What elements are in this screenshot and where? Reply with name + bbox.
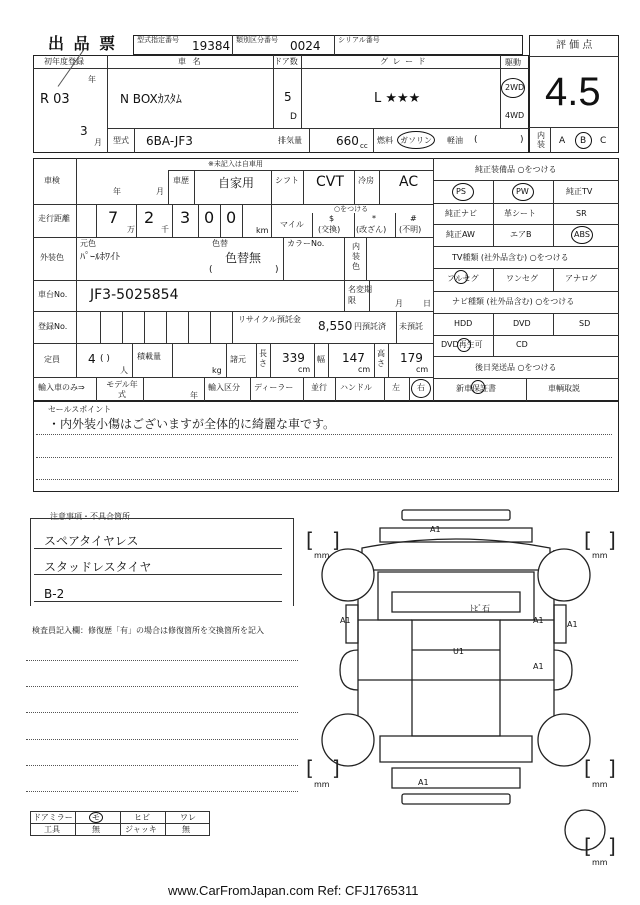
odometer-note: ○をつける xyxy=(334,205,369,213)
mm-rr: mm xyxy=(592,780,608,789)
mileage-unit-sen: 千 xyxy=(161,225,169,234)
damage-code-right-front: A1 xyxy=(533,616,544,625)
color-orig-label: 元色 xyxy=(80,239,96,248)
ac-value: AC xyxy=(399,174,419,190)
equip-abs-circle xyxy=(571,226,593,244)
inspection-year: 年 xyxy=(113,187,121,196)
serial-label: シリアル番号 xyxy=(338,36,380,44)
inspection-note: ※未記入は自車用 xyxy=(208,160,263,168)
import-parallel: 並行 xyxy=(311,383,327,392)
score-label: 評 価 点 xyxy=(556,40,593,51)
recycle-unit: 円預託済 xyxy=(354,322,386,331)
ac-label: 冷房 xyxy=(358,176,374,185)
model-value: 6BA-JF3 xyxy=(146,134,193,148)
inspection-label: 車検 xyxy=(44,176,60,185)
color-shade-label: 色替 xyxy=(212,239,228,248)
footer-watermark: www.CarFromJapan.com Ref: CFJ1765311 xyxy=(168,883,419,898)
load-label: 積載量 xyxy=(137,352,161,361)
drive-label: 駆動 xyxy=(505,58,521,67)
model-year-unit: 年 xyxy=(190,391,198,400)
mirror-value-circle xyxy=(89,812,103,823)
damage-code-right-rear: A1 xyxy=(533,662,544,671)
bracket-fr-close: ] xyxy=(608,528,616,552)
interior-color-label: 内装色 xyxy=(352,242,360,271)
mileage-digit-2: 2 xyxy=(144,208,155,227)
mileage-digit-3: 3 xyxy=(180,208,191,227)
mileage-label: 走行距離 xyxy=(38,214,70,223)
car-condition-diagram xyxy=(300,500,620,885)
equip-navi: 純正ナビ xyxy=(445,209,477,218)
history-value: 自家用 xyxy=(218,176,255,190)
damage-code-roof: U1 xyxy=(453,647,464,656)
damage-code-rear: A1 xyxy=(418,778,429,787)
crack-label: ヒビ xyxy=(134,813,150,822)
tv-analog: アナログ xyxy=(565,274,597,283)
interior-label: 内装 xyxy=(537,131,545,149)
height-label: 高さ xyxy=(377,349,385,368)
sheet-title: 出 品 票 xyxy=(48,34,118,53)
mm-fl: mm xyxy=(314,551,330,560)
damage-code-left: A1 xyxy=(340,616,351,625)
equip-sr: SR xyxy=(576,209,587,218)
first-reg-month: 3 xyxy=(80,124,88,138)
mm-spare: mm xyxy=(592,858,608,867)
recycle-status: 未預託 xyxy=(399,322,423,331)
mileage-unit-man: 万 xyxy=(127,225,135,234)
shift-value: CVT xyxy=(316,174,344,190)
navi-cd: CD xyxy=(516,340,528,349)
category-value: 0024 xyxy=(290,39,321,53)
drive-4wd: 4WD xyxy=(505,111,525,120)
height-value: 179 xyxy=(400,351,423,365)
mileage-digit-1: 7 xyxy=(108,208,119,227)
bracket-rr-close: ] xyxy=(608,756,616,780)
notes-line-1: スペアタイヤレス xyxy=(44,534,139,548)
navi-dvd: DVD xyxy=(513,319,531,328)
bracket-spare-open: [ xyxy=(584,834,592,858)
first-reg-month-unit: 月 xyxy=(94,138,102,147)
handle-right: 右 xyxy=(417,383,425,392)
equip-abs: ABS xyxy=(574,230,590,239)
inspection-month: 月 xyxy=(156,187,164,196)
equip-ps: PS xyxy=(456,187,466,196)
fuel-gasoline-circle xyxy=(397,131,435,149)
model-designation-value: 19384 xyxy=(192,39,231,53)
tv-fullseg-circle xyxy=(454,270,468,284)
grade-label: グ レ ー ド xyxy=(380,57,427,66)
mirror-value: モ xyxy=(92,813,100,822)
later-title: 後日発送品 ○をつける xyxy=(475,363,557,372)
inspector-label: 検査員記入欄：修復歴「有」の場合は修復箇所を交換箇所を記入 xyxy=(32,626,264,635)
fuel-other-open: ( xyxy=(474,135,478,145)
bracket-spare-close: ] xyxy=(608,834,616,858)
notes-label: 注意事項・不具合箇所 xyxy=(50,512,130,521)
width-unit: cm xyxy=(358,365,371,374)
fuel-label: 燃料 xyxy=(377,136,393,145)
recycle-value: 8,550 xyxy=(318,319,353,333)
tv-fullseg: フルセグ xyxy=(447,274,479,283)
interior-b: B xyxy=(580,136,587,146)
color-orig-value: ﾊﾟｰﾙﾎﾜｲﾄ xyxy=(80,252,120,263)
history-label: 車歴 xyxy=(173,176,189,185)
navi-dvd-play-circle xyxy=(457,338,471,352)
load-unit: kg xyxy=(212,366,222,375)
notes-line-2: スタッドレスタイヤ xyxy=(44,560,152,574)
equip-aw: 純正AW xyxy=(446,230,475,239)
model-label: 型式 xyxy=(113,136,129,145)
color-no-label: カラーNo. xyxy=(287,239,325,248)
equip-leather: 革シート xyxy=(504,209,536,218)
navi-dvd-play: DVD再生可 xyxy=(441,340,483,349)
sales-point-label: セールスポイント xyxy=(48,405,112,414)
capacity-label: 定員 xyxy=(44,355,60,364)
jack-label: ジャッキ xyxy=(125,825,157,834)
spec-label: 諸元 xyxy=(230,355,246,364)
import-class-label: 輸入区分 xyxy=(208,383,240,392)
fuel-gasoline: ガソリン xyxy=(400,136,432,145)
doors-suffix: D xyxy=(290,112,297,122)
odometer-unknown: (不明) xyxy=(399,225,422,234)
bracket-rl-close: ] xyxy=(332,756,340,780)
chassis-value: JF3-5025854 xyxy=(90,287,179,303)
recycle-label: リサイクル預託金 xyxy=(238,315,301,324)
bracket-fr-open: [ xyxy=(584,528,592,552)
odometer-tamper: (改ざん) xyxy=(356,225,387,234)
import-dealer: ディーラー xyxy=(254,383,294,392)
handle-right-circle xyxy=(411,379,431,398)
displacement-unit: cc xyxy=(360,142,368,150)
registration-label: 登録No. xyxy=(38,322,68,331)
odometer-tamper-symbol: * xyxy=(372,214,376,223)
handle-label: ハンドル xyxy=(340,383,372,392)
mileage-unit-km: km xyxy=(256,226,269,235)
equip-pw: PW xyxy=(516,187,529,196)
import-label: 輸入車のみ⇒ xyxy=(38,383,85,392)
navi-sd: SD xyxy=(579,319,591,328)
car-name-label: 車 名 xyxy=(178,57,203,66)
odometer-swap: (交換) xyxy=(318,225,341,234)
equip-airbag: エアB xyxy=(510,230,532,239)
capacity-unit: 人 xyxy=(120,366,128,375)
bracket-rl-open: [ xyxy=(306,756,314,780)
chassis-expiry-month: 月 xyxy=(395,299,403,308)
interior-c: C xyxy=(600,136,607,146)
sales-point-text: ・内外装小傷はございますが全体的に綺麗な車です。 xyxy=(48,417,336,431)
equip-pw-circle xyxy=(512,183,534,201)
model-year-label: モデル年式 xyxy=(106,380,138,399)
color-paren-open: ( xyxy=(209,265,213,275)
capacity-value: 4 xyxy=(88,352,96,366)
tv-title: TV種類 (社外品含む) ○をつける xyxy=(452,253,569,262)
doors-label: ドア数 xyxy=(274,57,298,66)
interior-a: A xyxy=(559,136,566,146)
length-unit: cm xyxy=(298,365,311,374)
color-paren-close: ) xyxy=(275,265,279,275)
width-value: 147 xyxy=(342,351,365,365)
later-warranty: 新車保証書 xyxy=(456,384,496,393)
width-label: 幅 xyxy=(317,355,325,364)
damage-code-right-fender: A1 xyxy=(567,620,578,629)
break-label: ワレ xyxy=(180,813,196,822)
length-value: 339 xyxy=(282,351,305,365)
displacement-value: 660 xyxy=(336,134,359,148)
chassis-expiry-label: 名変期限 xyxy=(348,285,372,305)
jack-value: 無 xyxy=(182,825,190,834)
bracket-fl-close: ] xyxy=(332,528,340,552)
mirror-label: ドアミラー xyxy=(33,813,73,822)
color-label: 外装色 xyxy=(40,253,64,262)
first-reg-label: 初年度登録 xyxy=(44,57,84,66)
mm-fr: mm xyxy=(592,551,608,560)
equip-ps-circle xyxy=(452,183,474,201)
chassis-expiry-day: 日 xyxy=(423,299,431,308)
later-warranty-circle xyxy=(471,380,485,394)
bracket-fl-open: [ xyxy=(306,528,314,552)
handle-left: 左 xyxy=(392,383,400,392)
damage-code-front: A1 xyxy=(430,525,441,534)
car-name-value: N BOXｶｽﾀﾑ xyxy=(120,92,182,106)
equipment-title: 純正装備品 ○をつける xyxy=(475,165,557,174)
later-manual: 車輌取説 xyxy=(548,384,580,393)
odometer-mile: マイル xyxy=(280,220,304,229)
height-unit: cm xyxy=(416,365,429,374)
damage-code-windshield: ﾄﾋﾞ石 xyxy=(470,604,490,613)
length-label: 長さ xyxy=(259,349,267,368)
notes-line-3: B-2 xyxy=(44,587,65,601)
capacity-paren: ( ) xyxy=(100,354,110,364)
first-reg-era: R 03 xyxy=(40,92,70,107)
model-designation-label: 型式指定番号 xyxy=(137,36,179,44)
mileage-digit-4: 0 xyxy=(204,208,215,227)
shift-label: シフト xyxy=(275,176,299,185)
color-change: 色替無 xyxy=(225,251,262,265)
chassis-label: 車台No. xyxy=(38,290,68,299)
score-value: 4.5 xyxy=(545,70,601,114)
fuel-diesel: 軽油 xyxy=(447,136,463,145)
drive-2wd: 2WD xyxy=(505,83,525,92)
odometer-unknown-symbol: # xyxy=(410,214,417,223)
mm-rl: mm xyxy=(314,780,330,789)
first-reg-year-unit: 年 xyxy=(88,75,96,84)
navi-title: ナビ種類 (社外品含む) ○をつける xyxy=(452,297,575,306)
bracket-rr-open: [ xyxy=(584,756,592,780)
tool-value: 無 xyxy=(92,825,100,834)
drive-2wd-circle xyxy=(501,78,525,98)
fuel-other-close: ) xyxy=(520,135,524,145)
mileage-digit-5: 0 xyxy=(226,208,237,227)
tv-oneseg: ワンセグ xyxy=(506,274,538,283)
category-label: 類別区分番号 xyxy=(236,36,278,44)
doors-value: 5 xyxy=(284,90,292,104)
equip-tv: 純正TV xyxy=(566,187,593,196)
navi-hdd: HDD xyxy=(454,319,473,328)
odometer-swap-symbol: $ xyxy=(329,214,335,223)
interior-b-circle xyxy=(575,132,592,149)
grade-value: L ★★★ xyxy=(374,91,421,106)
displacement-label: 排気量 xyxy=(278,136,302,145)
tool-label: 工具 xyxy=(44,825,60,834)
